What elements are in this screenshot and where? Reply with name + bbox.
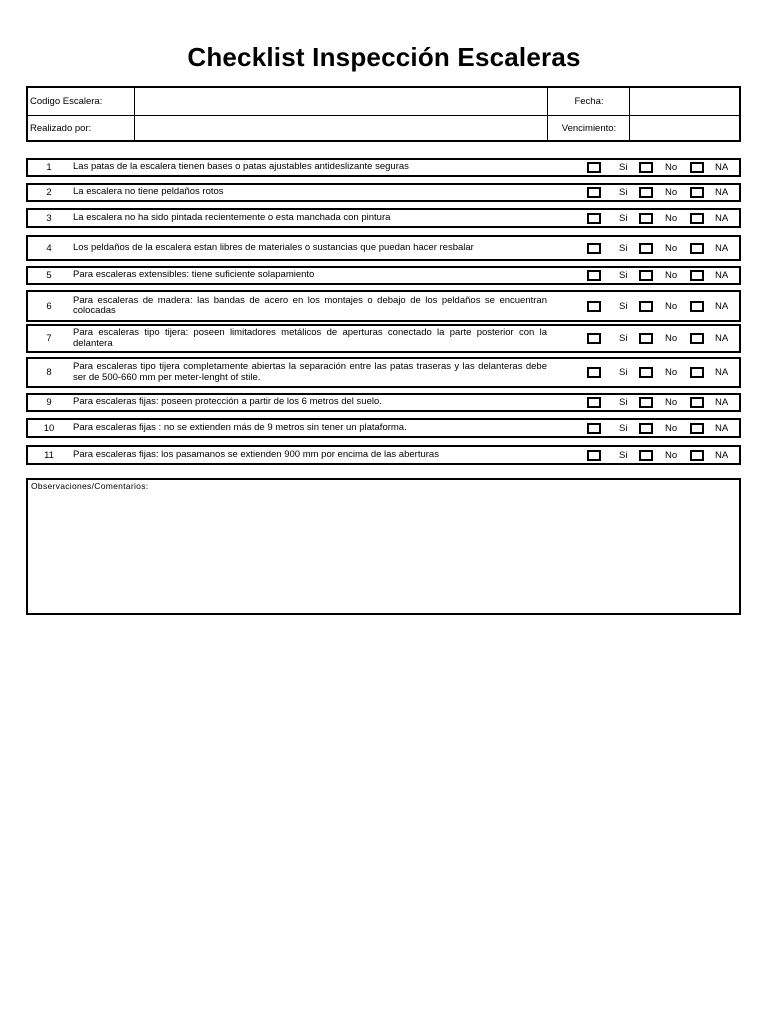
checkbox-na[interactable] — [690, 213, 704, 224]
option-si — [587, 395, 601, 410]
item-text: La escalera no tiene peldaños rotos — [73, 186, 224, 198]
checkbox-si[interactable] — [587, 301, 601, 312]
checkbox-na[interactable] — [690, 243, 704, 254]
checkbox-no[interactable] — [639, 301, 653, 312]
checklist-item — [26, 393, 741, 412]
option-label-no: No — [665, 242, 678, 254]
option-no — [639, 420, 653, 436]
option-label-si: Si — [619, 449, 628, 461]
option-si — [587, 237, 601, 259]
checkbox-no[interactable] — [639, 187, 653, 198]
checkbox-si[interactable] — [587, 187, 601, 198]
checkbox-si[interactable] — [587, 162, 601, 173]
vencimiento-label: Vencimiento: — [561, 123, 617, 134]
checkbox-na[interactable] — [690, 301, 704, 312]
option-si — [587, 210, 601, 226]
codigo-field[interactable] — [136, 88, 546, 115]
option-no — [639, 268, 653, 283]
item-text: Para escaleras fijas: poseen protección a partir de los 6 metros del suelo. — [73, 396, 382, 408]
checkbox-no[interactable] — [639, 367, 653, 378]
item-text-wrap — [73, 160, 547, 175]
item-text: Para escaleras fijas : no se extienden más de 9 metros sin tener un plataforma. — [73, 421, 407, 433]
checkbox-si[interactable] — [587, 243, 601, 254]
option-label-no: No — [665, 212, 678, 224]
observaciones-label: Observaciones/Comentarios: — [31, 481, 149, 491]
item-number: 8 — [46, 367, 52, 378]
option-label-no: No — [665, 367, 678, 378]
item-text: Para escaleras de madera: las bandas de acero en los montajes o debajo de los peldaños se encuentran colocadas — [73, 294, 547, 316]
item-text-wrap — [73, 268, 547, 283]
option-label-na: NA — [715, 422, 729, 434]
option-label-si: Si — [619, 270, 628, 281]
checkbox-si[interactable] — [587, 213, 601, 224]
item-number: 4 — [46, 242, 52, 254]
checkbox-si[interactable] — [587, 270, 601, 281]
option-label-no: No — [665, 422, 678, 434]
checkbox-no[interactable] — [639, 243, 653, 254]
option-label-na: NA — [715, 242, 729, 254]
option-na — [690, 359, 704, 386]
item-text-wrap — [73, 447, 547, 463]
item-text: Para escaleras tipo tijera: poseen limitadores metálicos de aperturas conectado la parte posterior con la delantera — [73, 327, 547, 349]
item-text-wrap — [73, 292, 547, 320]
option-na — [690, 447, 704, 463]
checkbox-no[interactable] — [639, 450, 653, 461]
checklist-item — [26, 290, 741, 322]
header-row-2 — [28, 115, 739, 142]
realizado-field[interactable] — [136, 115, 546, 142]
option-no — [639, 185, 653, 200]
item-number: 10 — [43, 422, 55, 434]
option-no — [639, 447, 653, 463]
option-label-si: Si — [619, 212, 628, 224]
checkbox-no[interactable] — [639, 270, 653, 281]
item-number: 5 — [46, 270, 52, 281]
checkbox-no[interactable] — [639, 213, 653, 224]
item-text: Para escaleras fijas: los pasamanos se extienden 900 mm por encima de las aberturas — [73, 448, 439, 460]
checkbox-si[interactable] — [587, 423, 601, 434]
option-label-na: NA — [715, 333, 729, 344]
option-label-si: Si — [619, 422, 628, 434]
item-text-wrap — [73, 210, 547, 226]
option-no — [639, 210, 653, 226]
option-na — [690, 268, 704, 283]
option-label-na: NA — [715, 270, 729, 281]
option-si — [587, 359, 601, 386]
checklist-item — [26, 208, 741, 228]
option-si — [587, 292, 601, 320]
option-label-si: Si — [619, 333, 628, 344]
checklist-item — [26, 158, 741, 177]
checkbox-si[interactable] — [587, 450, 601, 461]
checklist-item — [26, 357, 741, 388]
option-na — [690, 160, 704, 175]
option-label-no: No — [665, 162, 678, 173]
option-na — [690, 420, 704, 436]
option-label-no: No — [665, 397, 678, 408]
checkbox-no[interactable] — [639, 333, 653, 344]
option-na — [690, 210, 704, 226]
item-text-wrap — [73, 237, 547, 259]
option-si — [587, 326, 601, 351]
item-text-wrap — [73, 185, 547, 200]
checkbox-si[interactable] — [587, 367, 601, 378]
item-number: 7 — [46, 333, 52, 344]
option-label-na: NA — [715, 449, 729, 461]
item-number: 1 — [46, 162, 52, 173]
option-label-na: NA — [715, 300, 729, 312]
item-number: 3 — [46, 212, 52, 224]
option-label-si: Si — [619, 397, 628, 408]
checklist-item — [26, 266, 741, 285]
item-text: Las patas de la escalera tienen bases o patas ajustables antideslizante seguras — [73, 161, 409, 173]
item-number: 6 — [46, 300, 52, 312]
option-label-no: No — [665, 270, 678, 281]
option-label-na: NA — [715, 162, 729, 173]
item-text: Para escaleras extensibles: tiene suficiente solapamiento — [73, 269, 315, 281]
checklist-item — [26, 324, 741, 353]
checkbox-na[interactable] — [690, 423, 704, 434]
option-na — [690, 292, 704, 320]
option-na — [690, 185, 704, 200]
page-title: Checklist Inspección Escaleras — [187, 42, 581, 72]
option-si — [587, 160, 601, 175]
option-label-si: Si — [619, 367, 628, 378]
checklist-item — [26, 183, 741, 202]
header-table — [26, 86, 741, 142]
option-si — [587, 447, 601, 463]
item-text-wrap — [73, 395, 547, 410]
checkbox-na[interactable] — [690, 450, 704, 461]
checkbox-na[interactable] — [690, 397, 704, 408]
item-text-wrap — [73, 420, 547, 436]
realizado-label: Realizado por: — [30, 123, 92, 134]
item-text: Los peldaños de la escalera estan libres de materiales o sustancias que puedan hacer resbalar — [73, 241, 474, 253]
fecha-label: Fecha: — [574, 96, 604, 107]
checkbox-na[interactable] — [690, 367, 704, 378]
checklist-item — [26, 445, 741, 465]
option-label-na: NA — [715, 397, 729, 408]
item-text-wrap — [73, 359, 547, 386]
option-label-si: Si — [619, 162, 628, 173]
checkbox-na[interactable] — [690, 187, 704, 198]
checkbox-no[interactable] — [639, 397, 653, 408]
checkbox-na[interactable] — [690, 270, 704, 281]
fecha-field[interactable] — [631, 88, 739, 115]
option-no — [639, 292, 653, 320]
item-number: 2 — [46, 187, 52, 198]
header-row-1 — [28, 88, 739, 116]
option-si — [587, 420, 601, 436]
checkbox-si[interactable] — [587, 397, 601, 408]
option-no — [639, 160, 653, 175]
checkbox-na[interactable] — [690, 162, 704, 173]
option-label-si: Si — [619, 242, 628, 254]
item-text: Para escaleras tipo tijera completamente abiertas la separación entre las patas traseras y las delanteras debe ser de 500-660 mm per meter-lenght of stile. — [73, 361, 547, 383]
item-text-wrap — [73, 326, 547, 351]
option-label-no: No — [665, 187, 678, 198]
checkbox-no[interactable] — [639, 162, 653, 173]
checkbox-no[interactable] — [639, 423, 653, 434]
option-si — [587, 268, 601, 283]
option-label-si: Si — [619, 300, 628, 312]
item-number: 11 — [44, 449, 54, 461]
codigo-label: Codigo Escalera: — [30, 96, 103, 107]
checklist-item — [26, 235, 741, 261]
option-label-na: NA — [715, 212, 729, 224]
option-label-no: No — [665, 300, 678, 312]
observaciones-box[interactable] — [26, 478, 741, 615]
option-label-no: No — [665, 449, 678, 461]
option-si — [587, 185, 601, 200]
option-na — [690, 326, 704, 351]
option-no — [639, 237, 653, 259]
checkbox-si[interactable] — [587, 333, 601, 344]
item-number: 9 — [46, 397, 52, 408]
option-label-na: NA — [715, 187, 729, 198]
checklist-item — [26, 418, 741, 438]
option-no — [639, 395, 653, 410]
option-no — [639, 359, 653, 386]
option-na — [690, 395, 704, 410]
option-na — [690, 237, 704, 259]
option-label-na: NA — [715, 367, 729, 378]
item-text: La escalera no ha sido pintada recientemente o esta manchada con pintura — [73, 211, 391, 223]
option-label-si: Si — [619, 187, 628, 198]
checkbox-na[interactable] — [690, 333, 704, 344]
option-label-no: No — [665, 333, 678, 344]
vencimiento-field[interactable] — [631, 115, 739, 142]
option-no — [639, 326, 653, 351]
